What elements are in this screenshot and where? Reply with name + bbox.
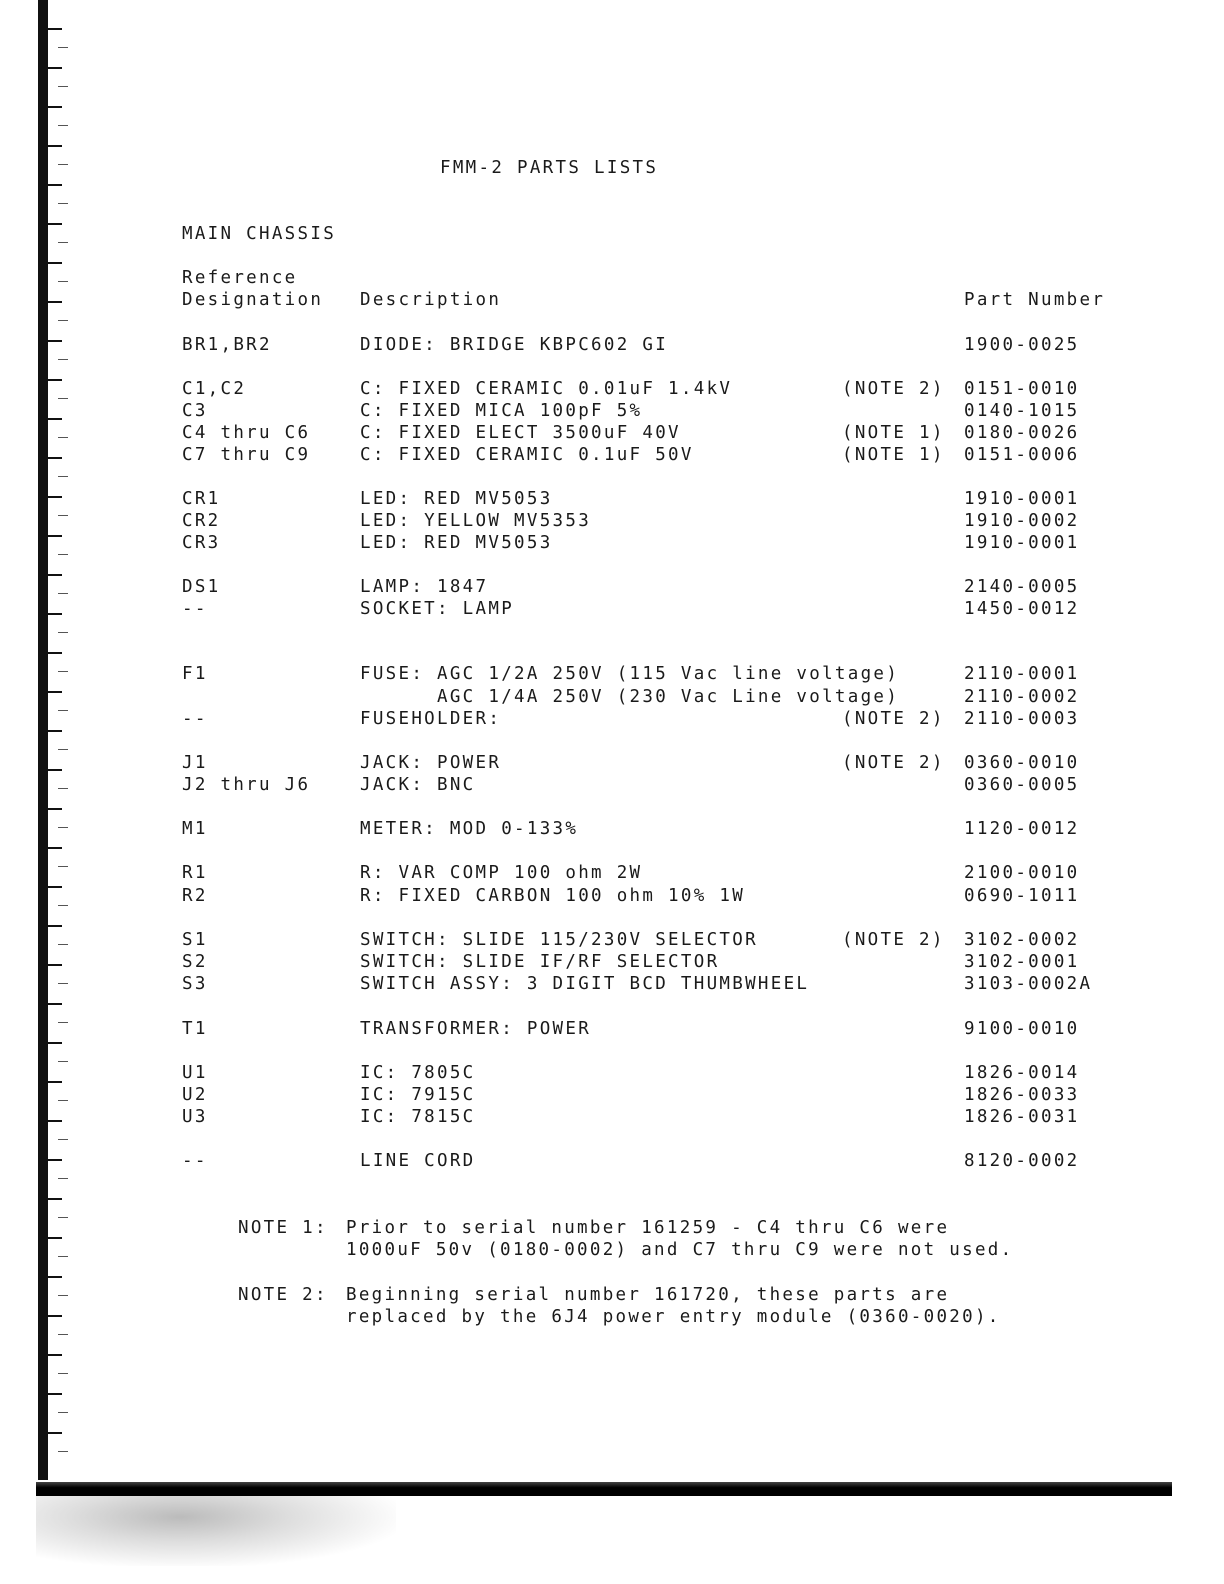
binding-tick [40,652,62,654]
binding-tick-minor [58,359,68,360]
binding-tick-minor [58,944,68,945]
row-part-number: 1900-0025 [964,335,1080,355]
row-reference: CR2 [182,511,221,531]
row-reference: U3 [182,1107,208,1127]
binding-tick-minor [58,515,68,516]
section-heading: MAIN CHASSIS [182,224,337,244]
header-reference: Reference [182,268,298,288]
binding-tick-minor [58,1412,68,1413]
row-reference: S2 [182,952,208,972]
row-note: (NOTE 2) [842,753,945,773]
row-description: FUSEHOLDER: [360,709,502,729]
note-line: replaced by the 6J4 power entry module (0360-0020). [346,1307,1001,1327]
row-reference: -- [182,1151,208,1171]
binding-tick-minor [58,320,68,321]
binding-tick-minor [58,398,68,399]
binding-tick [40,1393,62,1395]
row-description: C: FIXED MICA 100pF 5% [360,401,643,421]
row-note: (NOTE 2) [842,709,945,729]
binding-tick [40,262,62,264]
row-reference: J2 thru J6 [182,775,311,795]
row-reference: U2 [182,1085,208,1105]
row-reference: U1 [182,1063,208,1083]
binding-tick-minor [58,203,68,204]
row-reference: R1 [182,863,208,883]
binding-tick-minor [58,1256,68,1257]
binding-tick-minor [58,281,68,282]
row-part-number: 0360-0010 [964,753,1080,773]
binding-tick [40,691,62,693]
binding-tick [40,886,62,888]
row-note: (NOTE 1) [842,445,945,465]
row-description: JACK: BNC [360,775,476,795]
row-part-number: 8120-0002 [964,1151,1080,1171]
binding-tick-minor [58,476,68,477]
row-part-number: 2110-0003 [964,709,1080,729]
row-part-number: 0690-1011 [964,886,1080,906]
row-part-number: 0140-1015 [964,401,1080,421]
row-note: (NOTE 2) [842,930,945,950]
row-reference: C1,C2 [182,379,247,399]
row-part-number: 1826-0033 [964,1085,1080,1105]
row-part-number: 9100-0010 [964,1019,1080,1039]
row-description: IC: 7915C [360,1085,476,1105]
note-line: Prior to serial number 161259 - C4 thru C6 were [346,1218,950,1238]
row-description: AGC 1/4A 250V (230 Vac Line voltage) [360,687,900,707]
binding-tick-minor [58,125,68,126]
binding-tick [40,535,62,537]
row-part-number: 1910-0001 [964,489,1080,509]
row-description: C: FIXED CERAMIC 0.01uF 1.4kV [360,379,733,399]
binding-tick [40,340,62,342]
row-part-number: 0360-0005 [964,775,1080,795]
binding-tick-minor [58,242,68,243]
row-description: SWITCH: SLIDE IF/RF SELECTOR [360,952,720,972]
row-note: (NOTE 2) [842,379,945,399]
row-part-number: 1120-0012 [964,819,1080,839]
binding-tick [40,457,62,459]
row-description: C: FIXED ELECT 3500uF 40V [360,423,681,443]
binding-tick-minor [58,866,68,867]
binding-tick [40,769,62,771]
row-reference: C4 thru C6 [182,423,311,443]
row-part-number: 0180-0026 [964,423,1080,443]
binding-tick [40,1237,62,1239]
binding-tick [40,1276,62,1278]
binding-tick-minor [58,1373,68,1374]
row-reference: R2 [182,886,208,906]
row-reference: C3 [182,401,208,421]
binding-tick [40,613,62,615]
binding-tick-minor [58,1451,68,1452]
row-part-number: 1826-0014 [964,1063,1080,1083]
row-description: R: FIXED CARBON 100 ohm 10% 1W [360,886,746,906]
note-line: 1000uF 50v (0180-0002) and C7 thru C9 were not used. [346,1240,1014,1260]
row-description: LED: RED MV5053 [360,489,553,509]
row-description: R: VAR COMP 100 ohm 2W [360,863,643,883]
row-part-number: 0151-0010 [964,379,1080,399]
row-reference: C7 thru C9 [182,445,311,465]
binding-tick [40,1120,62,1122]
row-description: DIODE: BRIDGE KBPC602 GI [360,335,669,355]
row-reference: CR3 [182,533,221,553]
row-description: LED: RED MV5053 [360,533,553,553]
row-description: JACK: POWER [360,753,502,773]
binding-tick [40,418,62,420]
row-description: SWITCH ASSY: 3 DIGIT BCD THUMBWHEEL [360,974,810,994]
binding-tick [40,808,62,810]
row-description: TRANSFORMER: POWER [360,1019,592,1039]
binding-tick [40,496,62,498]
binding-tick-minor [58,437,68,438]
note-line: Beginning serial number 161720, these parts are [346,1285,950,1305]
row-description: LINE CORD [360,1151,476,1171]
binding-tick-minor [58,983,68,984]
row-part-number: 2140-0005 [964,577,1080,597]
row-reference: F1 [182,664,208,684]
row-description: FUSE: AGC 1/2A 250V (115 Vac line voltage) [360,664,900,684]
binding-tick-minor [58,788,68,789]
binding-tick-minor [58,1217,68,1218]
binding-tick-minor [58,1100,68,1101]
scan-bottom-edge [36,1482,1172,1496]
row-part-number: 3102-0001 [964,952,1080,972]
binding-tick [40,106,62,108]
scan-smudge [36,1496,396,1566]
binding-tick [40,379,62,381]
row-description: SWITCH: SLIDE 115/230V SELECTOR [360,930,758,950]
binding-tick [40,730,62,732]
row-part-number: 1910-0001 [964,533,1080,553]
binding-tick [40,1081,62,1083]
binding-tick-minor [58,710,68,711]
binding-tick [40,1042,62,1044]
binding-tick [40,1432,62,1434]
binding-tick-minor [58,1295,68,1296]
binding-tick [40,67,62,69]
row-description: IC: 7805C [360,1063,476,1083]
binding-tick [40,1315,62,1317]
row-part-number: 3103-0002A [964,974,1093,994]
row-part-number: 2100-0010 [964,863,1080,883]
row-description: LAMP: 1847 [360,577,489,597]
binding-tick-minor [58,164,68,165]
note-label: NOTE 2: [238,1285,328,1305]
binding-tick-minor [58,1061,68,1062]
row-part-number: 0151-0006 [964,445,1080,465]
binding-tick-minor [58,1139,68,1140]
row-part-number: 1826-0031 [964,1107,1080,1127]
binding-tick-minor [58,554,68,555]
page-title: FMM-2 PARTS LISTS [440,158,659,178]
binding-tick [40,1159,62,1161]
row-part-number: 2110-0002 [964,687,1080,707]
binding-tick [40,301,62,303]
binding-tick [40,847,62,849]
binding-tick-minor [58,671,68,672]
binding-tick-minor [58,827,68,828]
binding-tick-minor [58,86,68,87]
binding-tick [40,28,62,30]
header-designation: Designation [182,290,324,310]
binding-tick-minor [58,905,68,906]
binding-tick [40,1354,62,1356]
binding-tick-minor [58,632,68,633]
binding-tick-minor [58,47,68,48]
binding-tick-minor [58,1178,68,1179]
binding-tick [40,184,62,186]
row-reference: DS1 [182,577,221,597]
row-reference: M1 [182,819,208,839]
header-part-number: Part Number [964,290,1106,310]
row-part-number: 1450-0012 [964,599,1080,619]
row-description: LED: YELLOW MV5353 [360,511,592,531]
row-reference: CR1 [182,489,221,509]
binding-tick [40,1198,62,1200]
row-reference: BR1,BR2 [182,335,272,355]
binding-tick [40,145,62,147]
row-reference: S3 [182,974,208,994]
row-description: SOCKET: LAMP [360,599,515,619]
binding-tick-minor [58,749,68,750]
note-label: NOTE 1: [238,1218,328,1238]
binding-tick [40,223,62,225]
row-description: METER: MOD 0-133% [360,819,579,839]
row-reference: -- [182,599,208,619]
row-reference: J1 [182,753,208,773]
row-reference: T1 [182,1019,208,1039]
binding-tick-minor [58,593,68,594]
row-reference: -- [182,709,208,729]
row-note: (NOTE 1) [842,423,945,443]
binding-tick [40,964,62,966]
header-description: Description [360,290,502,310]
binding-tick-minor [58,1022,68,1023]
binding-tick [40,925,62,927]
row-part-number: 1910-0002 [964,511,1080,531]
binding-strip [38,0,48,1480]
row-reference: S1 [182,930,208,950]
binding-tick [40,574,62,576]
row-part-number: 2110-0001 [964,664,1080,684]
binding-tick-minor [58,1334,68,1335]
binding-tick [40,1003,62,1005]
row-description: C: FIXED CERAMIC 0.1uF 50V [360,445,694,465]
row-description: IC: 7815C [360,1107,476,1127]
row-part-number: 3102-0002 [964,930,1080,950]
